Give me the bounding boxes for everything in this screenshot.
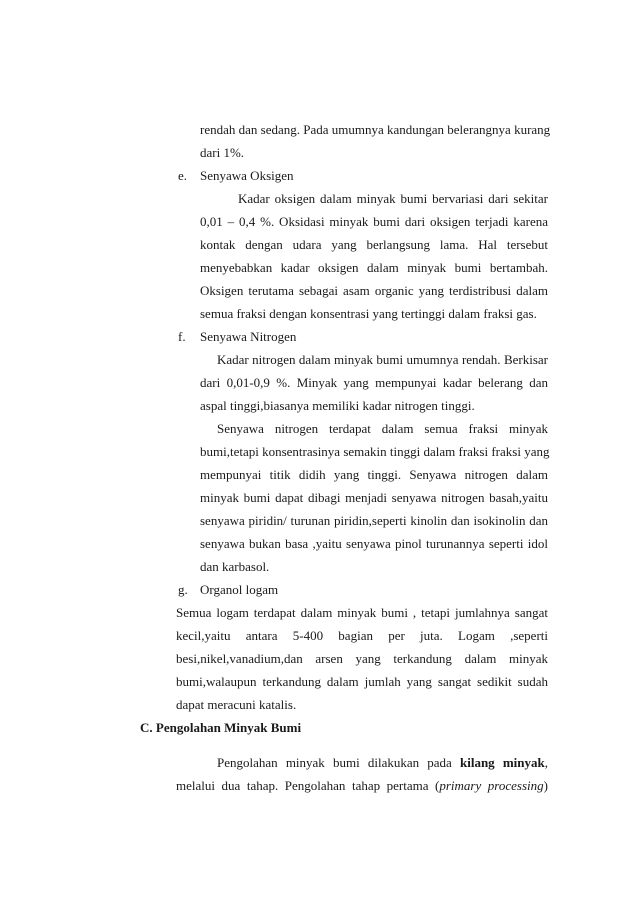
text-run: melalui dua tahap. Pengolahan tahap pertama (	[176, 778, 440, 793]
section-heading-c: C. Pengolahan Minyak Bumi	[140, 720, 302, 735]
text-line: Kadar nitrogen dalam minyak bumi umumnya rendah. Berkisar	[217, 352, 548, 367]
text-line: Kadar oksigen dalam minyak bumi bervariasi dari sekitar	[238, 191, 548, 206]
list-marker-f: f.	[178, 329, 186, 344]
paragraph-line	[217, 755, 548, 771]
text-line: bumi,walaupun terkandung dalam jumlah yang sangat sedikit sudah	[176, 674, 548, 689]
text-line: dari 0,01-0,9 %. Minyak yang mempunyai kadar belerang dan	[200, 375, 548, 390]
bold-term: kilang minyak	[459, 755, 545, 770]
subheading-senyawa-nitrogen: Senyawa Nitrogen	[200, 329, 297, 344]
text-line: kecil,yaitu antara 5-400 bagian per juta. Logam ,seperti	[176, 628, 548, 643]
text-line: 0,01 – 0,4 %. Oksidasi minyak bumi dari oksigen terjadi karena	[200, 214, 548, 229]
text-line: Semua logam terdapat dalam minyak bumi , tetapi jumlahnya sangat	[176, 605, 548, 620]
text-line: kontak dengan udara yang berlangsung lama. Hal tersebut	[200, 237, 548, 252]
text-line: semua fraksi dengan konsentrasi yang tertinggi dalam fraksi gas.	[200, 306, 537, 321]
list-marker-g: g.	[178, 582, 188, 597]
text-line: dari 1%.	[200, 145, 245, 160]
text-line: bumi,tetapi konsentrasinya semakin tinggi dalam fraksi fraksi yang	[200, 444, 550, 459]
text-line: senyawa bukan basa ,yaitu senyawa pinol turunannya seperti idol	[200, 536, 548, 551]
subheading-senyawa-oksigen: Senyawa Oksigen	[200, 168, 294, 183]
text-line: Senyawa nitrogen terdapat dalam semua fraksi minyak	[217, 421, 548, 436]
text-line: mempunyai titik didih yang tinggi. Senyawa nitrogen dalam	[200, 467, 548, 482]
paragraph-line	[176, 778, 548, 794]
text-line: menyebabkan kadar oksigen dalam minyak bumi bertambah.	[200, 260, 548, 275]
text-line: dan karbasol.	[200, 559, 270, 574]
text-line: senyawa piridin/ turunan piridin,seperti kinolin dan isokinolin dan	[200, 513, 548, 528]
text-line: Oksigen terutama sebagai asam organic yang terdistribusi dalam	[200, 283, 548, 298]
text-line: besi,nikel,vanadium,dan arsen yang terkandung dalam minyak	[176, 651, 548, 666]
text-run: ,	[544, 755, 548, 770]
text-run: Pengolahan minyak bumi dilakukan pada	[217, 755, 460, 770]
text-line: minyak bumi dapat dibagi menjadi senyawa nitrogen basah,yaitu	[200, 490, 548, 505]
text-line: rendah dan sedang. Pada umumnya kandungan belerangnya kurang	[200, 122, 551, 137]
list-marker-e: e.	[178, 168, 188, 183]
text-line: dapat meracuni katalis.	[176, 697, 297, 712]
text-run: )	[543, 778, 548, 793]
italic-term: primary processing	[439, 778, 544, 793]
text-line: aspal tinggi,biasanya memiliki kadar nitrogen tinggi.	[200, 398, 475, 413]
subheading-organol-logam: Organol logam	[200, 582, 279, 597]
